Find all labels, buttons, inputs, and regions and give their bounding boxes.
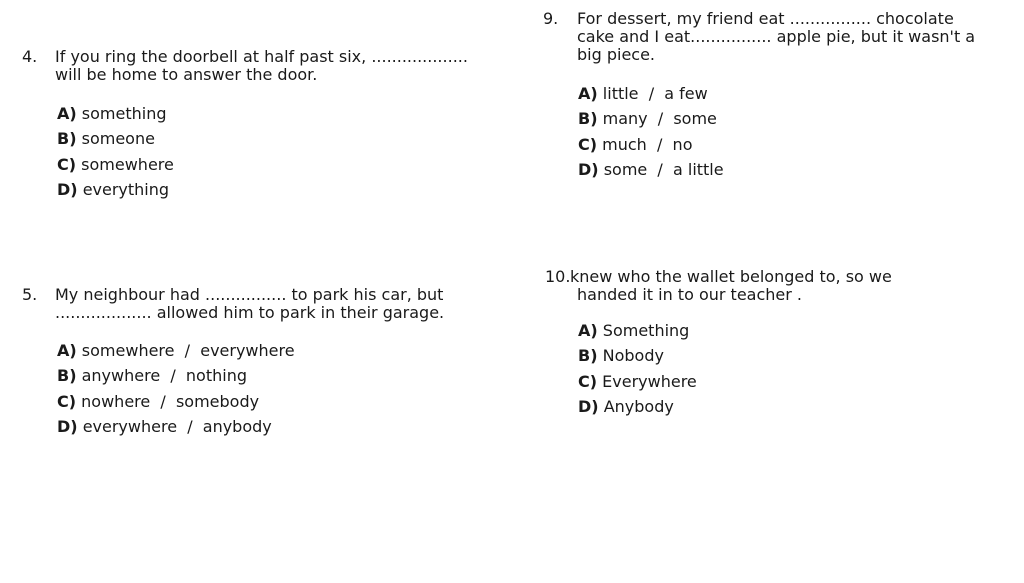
- answer-option-d: [57, 414, 295, 439]
- option-text: someone: [81, 129, 155, 149]
- question-number: 4.: [22, 47, 38, 66]
- answer-option-a: [57, 101, 174, 126]
- option-text: everything: [82, 179, 170, 199]
- option-letter: B): [578, 346, 598, 366]
- option-letter: D): [57, 179, 78, 199]
- answer-option-d: [57, 177, 174, 202]
- option-letter: D): [578, 396, 599, 416]
- answer-option-a: [578, 81, 724, 106]
- option-text: many / some: [602, 109, 717, 129]
- answer-option-d: [578, 394, 697, 419]
- option-letter: C): [578, 134, 598, 154]
- answer-options: [578, 318, 697, 419]
- option-letter: B): [578, 109, 598, 129]
- answer-options: [578, 81, 724, 182]
- option-text: something: [81, 104, 167, 123]
- option-text: much / no: [602, 134, 693, 154]
- option-letter: D): [57, 416, 78, 436]
- option-text: everywhere / anybody: [82, 416, 272, 436]
- option-text: anywhere / nothing: [81, 366, 247, 386]
- stem-line: ................... allowed him to park in their garage.: [55, 303, 445, 322]
- question-number: 9.: [543, 9, 559, 28]
- question-number: 10.: [545, 267, 571, 286]
- answer-options: [57, 338, 295, 439]
- question-stem: [55, 48, 468, 84]
- answer-options: [57, 101, 174, 202]
- answer-option-b: [578, 343, 697, 368]
- stem-line: My neighbour had ................ to park his car, but: [55, 285, 444, 304]
- option-letter: D): [578, 159, 599, 179]
- stem-line: handed it in to our teacher .: [577, 285, 802, 304]
- option-letter: A): [57, 341, 77, 360]
- option-text: somewhere / everywhere: [81, 341, 295, 360]
- option-text: little / a few: [602, 84, 708, 103]
- question-number: 5.: [22, 285, 38, 304]
- question-stem: [55, 286, 444, 322]
- option-text: somewhere: [81, 154, 174, 174]
- option-letter: C): [57, 154, 77, 174]
- option-letter: A): [578, 84, 598, 103]
- option-text: Anybody: [603, 396, 674, 416]
- option-letter: B): [57, 366, 77, 386]
- option-text: nowhere / somebody: [81, 391, 260, 411]
- question-stem: [570, 268, 892, 304]
- stem-line: cake and I eat................ apple pie, but it wasn't a: [577, 27, 976, 46]
- answer-option-c: [578, 132, 724, 157]
- answer-option-a: [578, 318, 697, 343]
- stem-line: For dessert, my friend eat ................ chocolate: [577, 9, 954, 28]
- option-letter: C): [578, 371, 598, 391]
- stem-line: If you ring the doorbell at half past six, ...................: [55, 47, 468, 66]
- stem-line: knew who the wallet belonged to, so we: [570, 267, 892, 286]
- option-letter: B): [57, 129, 77, 149]
- question-stem: [577, 10, 975, 64]
- stem-line: big piece.: [577, 45, 656, 64]
- stem-line: will be home to answer the door.: [55, 65, 318, 84]
- option-text: some / a little: [603, 159, 724, 179]
- answer-option-a: [57, 338, 295, 363]
- answer-option-d: [578, 157, 724, 182]
- answer-option-c: [57, 152, 174, 177]
- option-letter: A): [578, 321, 598, 340]
- option-letter: C): [57, 391, 77, 411]
- option-text: Something: [602, 321, 690, 340]
- answer-option-b: [57, 126, 174, 151]
- option-letter: A): [57, 104, 77, 123]
- answer-option-b: [57, 363, 295, 388]
- answer-option-c: [578, 369, 697, 394]
- answer-option-b: [578, 106, 724, 131]
- answer-option-c: [57, 389, 295, 414]
- option-text: Nobody: [602, 346, 664, 366]
- option-text: Everywhere: [602, 371, 697, 391]
